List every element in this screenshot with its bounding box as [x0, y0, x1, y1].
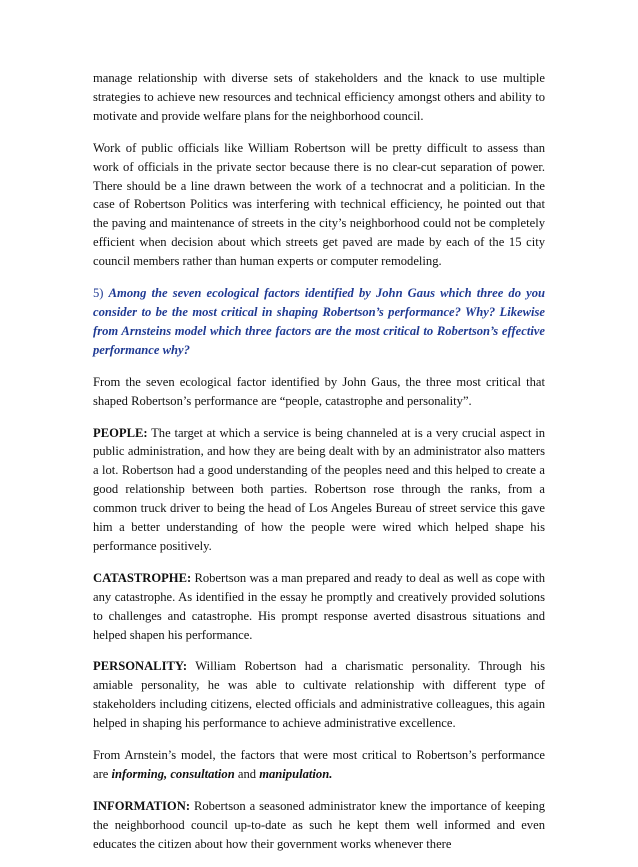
document-page [93, 69, 545, 867]
arnstein-and: and [234, 767, 260, 781]
people-text: The target at which a service is being channeled at is a very crucial aspect in public administration, and how they are being dealt with by an administrator also matters a lot. Robertson had a good understanding of the peoples need and this helped to create a good relationship between both parties. Robertson rose through the ranks, from a common truck driver to being the head of Los Angeles Bureau of street service this gave him a better understanding of how the people were wired which helped shape his performance positively. [93, 425, 545, 553]
paragraph-information [93, 797, 545, 854]
paragraph-people [93, 424, 545, 556]
catastrophe-heading: CATASTROPHE: [93, 570, 192, 585]
question-5 [93, 284, 545, 360]
paragraph-stakeholders: manage relationship with diverse sets of stakeholders and the knack to use multiple strategies to achieve new resources and technical efficiency amongst others and ability to motivate and provide welfare plans for the neighborhood council. [93, 71, 545, 123]
arnstein-intro: From Arnstein’s model, the factors that were most critical to Robertson’s performance are [93, 748, 545, 781]
personality-text: William Robertson had a charismatic personality. Through his amiable personality, he was able to cultivate relationship with different type of stakeholders including citizens, elected officials and administrative colleagues, this again helped in shaping his performance to achieve administrative excellence. [93, 659, 545, 731]
information-heading: INFORMATION: [93, 798, 191, 813]
information-text: Robertson a seasoned administrator knew the importance of keeping the neighborhood council up-to-date as such he kept them well informed and even educates the citizen about how their government works whenever there [93, 798, 545, 851]
personality-heading: PERSONALITY: [93, 659, 188, 674]
paragraph-gaus-factors: From the seven ecological factor identified by John Gaus, the three most critical that shaped Robertson’s performance are “people, catastrophe and personality”. [93, 374, 545, 408]
arnstein-factor-1: informing, consultation [111, 767, 235, 781]
paragraph-public-officials: Work of public officials like William Robertson will be pretty difficult to assess than work of officials in the private sector because there is no clear-cut separation of power. There should be a line drawn between the work of a technocrat and a politician. In the case of Robertson Politics was interfering with technical efficiency, he pointed out that the paving and maintenance of streets in the city’s neighborhood could not be completely efficient when decision about which streets get paved are made by each of the 15 city council members rather than human experts or computer remodeling. [93, 140, 545, 269]
paragraph-arnstein [93, 746, 545, 784]
people-heading: PEOPLE: [93, 425, 148, 440]
catastrophe-text: Robertson was a man prepared and ready to deal as well as cope with any catastrophe. As identified in the essay he promptly and creatively provided solutions to challenges and catastrophe. His prompt response averted disastrous situations and helped shapen his performance. [93, 570, 545, 642]
question-number: 5) [93, 286, 104, 301]
question-text: Among the seven ecological factors identified by John Gaus which three do you consider to be the most critical in shaping Robertson’s performance? Why? Likewise from Arnsteins model which three factors are the most critical to Robertson’s effective performance why? [93, 286, 545, 357]
paragraph-personality [93, 657, 545, 733]
arnstein-factor-2: manipulation. [259, 767, 333, 781]
paragraph-catastrophe [93, 569, 545, 645]
